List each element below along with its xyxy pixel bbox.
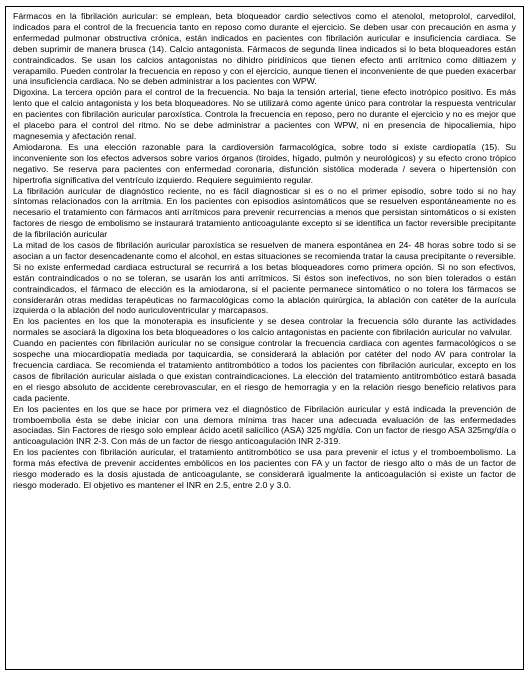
paragraph-beta-blockers: Fármacos en la fibrilación auricular: se emplean, beta bloqueador cardio selectivos como el atenolol, metoprolol, carvedilol, indicados para el control de la frecuencia tanto en reposo como durante el ejercicio. Se deben usar con precaución en asma y enfermedad pulmonar obstructiva crónica, están indicados en pacientes con fibrilación auricular e insuficiencia cardiaca. Se deben suprimir de manera brusca (14). Calcio antagonista. Fármacos de segunda línea indicados si lo beta bloqueadores están contraindicados. Se usan los calcios antagonistas no dihidro piridínicos que tienen efecto anti arrítmico como diltiazem y verapamilo. Pueden controlar la frecuencia en reposo y con el ejercicio, aunque tienen el inconveniente de que pueden exacerbar una insuficiencia cardiaca. No se deben administrar a los pacientes con WPW. <box>13 11 516 87</box>
paragraph-paroxysmal: La mitad de los casos de fibrilación auricular paroxística se resuelven de manera espontánea en 24- 48 horas sobre todo si se asocian a un factor desencadenante como el alcohol, en estas situaciones se recomienda tratar la causa precipitante o reversible. <box>13 240 516 261</box>
document-body <box>13 11 516 491</box>
paragraph-amiodarone: Amiodarona. Es una elección razonable para la cardioversión farmacológica, sobre todo si existe cardiopatía (15). Su inconveniente son los efectos adversos sobre varios órganos (tiroides, hígado, pulmón y neurológicos) y su efecto crono trópico negativo. Se reserva para pacientes con enfermedad coronaria, disfunción sistólica moderada / severa o hipertensión con hipertrofia significativa del ventrículo izquierdo. Requiere seguimiento regular. <box>13 141 516 185</box>
paragraph-anticoagulation: En los pacientes con fibrilación auricular, el tratamiento antitrombótico se usa para prevenir el ictus y el tromboembolismo. La forma más efectiva de prevenir accidentes embólicos en los pacientes con FA y un factor de riesgo alto o más de un factor de riesgo moderado es la dosis ajustada de anticoagulante, se considerará igualmente la anticoagulación si existe un factor de riesgo moderado. El objetivo es mantener el INR en 2.5, entre 2.0 y 3.0. <box>13 447 516 490</box>
paragraph-digoxin: Digoxina. La tercera opción para el control de la frecuencia. No baja la tensión arterial, tiene efecto inotrópico positivo. Es más lento que el calcio antagonista y los beta bloqueadores. No se utilizará como agente único para controlar la respuesta ventricular en pacientes con fibrilación auricular paroxística. Controla la frecuencia en reposo, pero no durante el ejercicio y no es mejor que el placebo para el control del ritmo. No se debe administrar a pacientes con WPW, ni en presencia de hipocaliemia, hipo magnesemia y afectación renal. <box>13 87 516 141</box>
paragraph-monotherapy: En los pacientes en los que la monoterapia es insuficiente y se desea controlar la frecuencia sólo durante las actividades normales se asociará la digoxina los beta bloqueadores o los calcio antagonistas en paciente con fibrilación auricular no valvular. <box>13 316 516 338</box>
paragraph-no-structural-disease: Si no existe enfermedad cardiaca estructural se recurrirá a los betas bloqueadores como primera opción. Si no son efectivos, están contraindicados o no se toleran, se usarán los anti arrítmicos. Si éstos son inefectivos, no son bien tolerados o están contraindicados, el fármaco de elección es la amiodarona, si el paciente permanece sintomático o no tolera los fármacos se considerarán otras medidas terapéuticas no farmacológicas como la ablación quirúrgica, la ablación con catéter de la aurícula izquierda o la ablación del nodo auriculoventricular y marcapasos. <box>13 261 516 316</box>
paragraph-recent-diagnosis: La fibrilación auricular de diagnóstico reciente, no es fácil diagnosticar si es o no el primer episodio, sobre todo si no hay síntomas relacionados con la arritmia. En los pacientes con episodios asintomáticos que se resuelven espontáneamente no es necesario el tratamiento con fármacos anti arrítmicos para prevenir recurrencias a menos que persistan sintomáticos o si existen factores de riesgo de embolismo se instaurará tratamiento anticoagulante excepto si se identifica un factor reversible precipitante de la fibrilación auricular <box>13 185 516 240</box>
paragraph-ablation-antithrombotic: Cuando en pacientes con fibrilación auricular no se consigue controlar la frecuencia cardiaca con agentes farmacológicos o se sospeche una miocardiopatía mediada por taquicardia, se considerará la ablación por catéter del nodo AV para controlar la frecuencia cardiaca. Se recomienda el tratamiento antitrombótico a todos los pacientes con fibrilación auricular, excepto en los casos de fibrilación auricular aislada o que existan contraindicaciones. La elección del tratamiento antitrombótico estará basada en el riesgo absoluto de accidente cerebrovascular, en el riesgo de hemorragia y en la relación riesgo beneficio relativos para cada paciente. <box>13 338 516 403</box>
paragraph-thromboembolism-prevention: En los pacientes en los que se hace por primera vez el diagnóstico de Fibrilación auricular y está indicada la prevención de tromboembolia ésta se debe iniciar con una demora mínima tras hacer una adecuada evaluación de las enfermedades asociadas. Sin Factores de riesgo solo emplear ácido acetil salicílico (ASA) 325 mg/día. Con un factor de riesgo ASA 325mg/día o anticoagulación INR 2-3. Con más de un factor de riesgo anticoagulación INR 2-319. <box>13 403 516 447</box>
